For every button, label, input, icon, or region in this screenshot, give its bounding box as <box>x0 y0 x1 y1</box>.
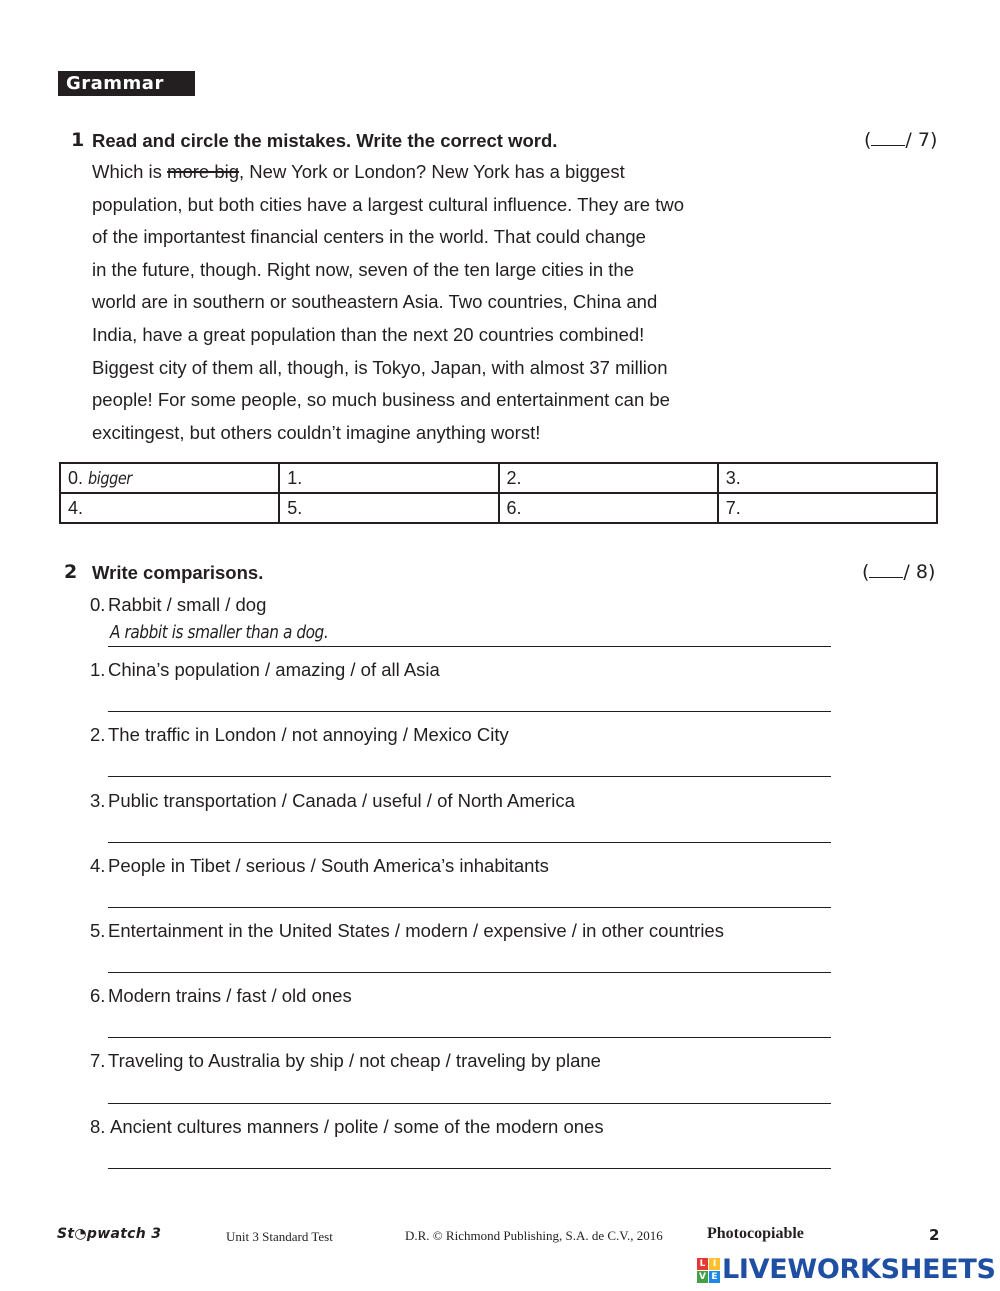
answer-cell-4[interactable]: 4. <box>60 493 279 523</box>
exercise-2-score <box>862 561 935 583</box>
answer-cell-3[interactable]: 3. <box>718 463 937 493</box>
item-prompt-2: 2. The traffic in London / not annoying / Mexico City <box>90 724 509 745</box>
exercise-1-instruction: Read and circle the mistakes. Write the correct word. <box>92 130 558 151</box>
score-total: / 7) <box>905 129 938 151</box>
answer-cell-2[interactable]: 2. <box>499 463 718 493</box>
answer-line-7[interactable] <box>108 1103 831 1104</box>
stopwatch-logo: St◔pwatch 3 <box>57 1226 162 1242</box>
exercise-1-paragraph <box>92 156 772 449</box>
answers-grid <box>59 462 938 524</box>
answer-cell-0[interactable]: 0. bigger <box>60 463 279 493</box>
section-title: Grammar <box>58 71 195 96</box>
score-blank[interactable] <box>869 563 903 578</box>
example-answer: A rabbit is smaller than a dog. <box>110 622 329 643</box>
answer-line[interactable] <box>108 646 831 647</box>
item-prompt-5: 5. Entertainment in the United States / modern / expensive / in other countries <box>90 920 724 941</box>
item-prompt-6: 6. Modern trains / fast / old ones <box>90 985 352 1006</box>
score-open: ( <box>862 561 870 583</box>
answer-line-6[interactable] <box>108 1037 831 1038</box>
exercise-1-number: 1 <box>71 129 85 151</box>
item-prompt-3: 3. Public transportation / Canada / useful / of North America <box>90 790 575 811</box>
paragraph-line: of the importantest financial centers in the world. That could change <box>92 226 646 248</box>
exercise-2-instruction: Write comparisons. <box>92 562 264 583</box>
exercise-1-score <box>864 129 937 151</box>
answers-row <box>60 493 937 523</box>
answer-cell-1[interactable]: 1. <box>279 463 498 493</box>
answers-row <box>60 463 937 493</box>
copyright: D.R. © Richmond Publishing, S.A. de C.V., 2016 <box>405 1228 663 1243</box>
paragraph-line: excitingest, but others couldn’t imagine anything worst! <box>92 421 541 443</box>
answer-cell-7[interactable]: 7. <box>718 493 937 523</box>
liveworksheets-badge-icon: L I V E <box>697 1258 720 1283</box>
score-blank[interactable] <box>871 131 905 146</box>
paragraph-line: India, have a great population than the next 20 countries combined! <box>92 323 645 345</box>
page-number: 2 <box>929 1226 940 1244</box>
answer-cell-5[interactable]: 5. <box>279 493 498 523</box>
answer-line-3[interactable] <box>108 842 831 843</box>
exercise-2-number: 2 <box>64 561 78 583</box>
answer-line-5[interactable] <box>108 972 831 973</box>
item-prompt-1: 1. China’s population / amazing / of all Asia <box>90 659 440 680</box>
paragraph-line <box>92 156 772 189</box>
paragraph-line: population, but both cities have a largest cultural influence. They are two <box>92 193 685 215</box>
paragraph-text: , New York or London? New York has a biggest <box>239 161 625 182</box>
score-open: ( <box>864 129 872 151</box>
answer-line-2[interactable] <box>108 776 831 777</box>
score-total: / 8) <box>903 561 936 583</box>
test-name: Unit 3 Standard Test <box>226 1229 333 1244</box>
answer-line-4[interactable] <box>108 907 831 908</box>
answer-line-1[interactable] <box>108 711 831 712</box>
paragraph-line: world are in southern or southeastern Asia. Two countries, China and <box>92 291 658 313</box>
answer-cell-6[interactable]: 6. <box>499 493 718 523</box>
struck-example: more big <box>167 161 240 182</box>
liveworksheets-brand[interactable]: LIVEWORKSHEETS <box>722 1254 996 1285</box>
paragraph-line: in the future, though. Right now, seven of the ten large cities in the <box>92 258 634 280</box>
answer-value: bigger <box>88 468 132 489</box>
item-prompt-8: 8. Ancient cultures manners / polite / some of the modern ones <box>90 1116 604 1137</box>
item-prompt-7: 7. Traveling to Australia by ship / not cheap / traveling by plane <box>90 1050 601 1071</box>
photocopiable-label: Photocopiable <box>707 1225 804 1242</box>
paragraph-line: people! For some people, so much business and entertainment can be <box>92 389 670 411</box>
paragraph-text: Which is <box>92 161 168 182</box>
item-prompt-4: 4. People in Tibet / serious / South America’s inhabitants <box>90 855 549 876</box>
paragraph-line: Biggest city of them all, though, is Tokyo, Japan, with almost 37 million <box>92 356 668 378</box>
example-prompt: 0. Rabbit / small / dog <box>90 594 267 615</box>
answer-line-8[interactable] <box>108 1168 831 1169</box>
